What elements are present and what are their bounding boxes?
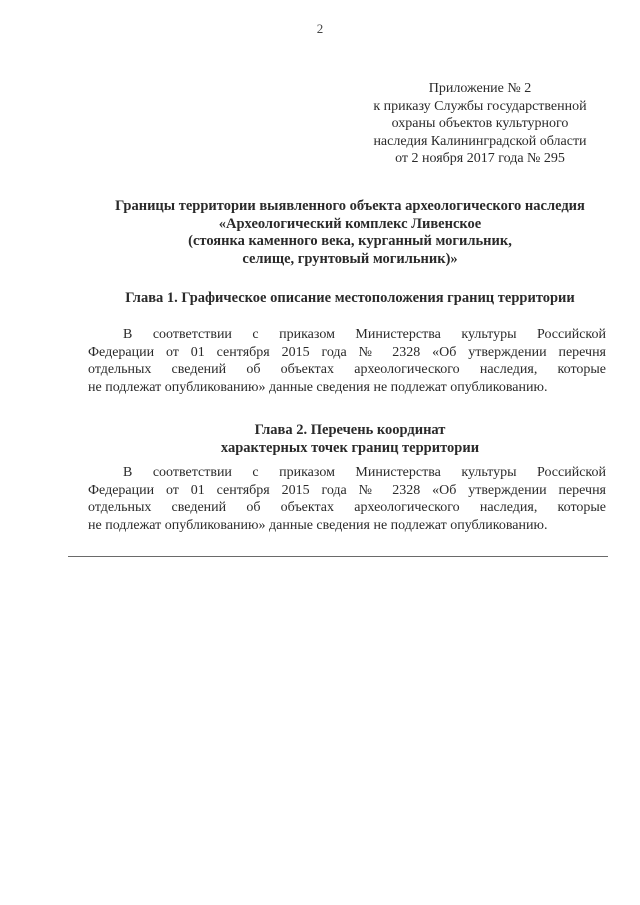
appendix-line: Приложение № 2 <box>428 81 532 96</box>
paragraph-line: В соответствии с приказом Министерства культуры Российской <box>123 327 606 342</box>
title-line: «Археологический комплекс Ливенское <box>218 215 482 232</box>
appendix-line: наследия Калининградской области <box>373 133 587 149</box>
paragraph-line: В соответствии с приказом Министерства культуры Российской <box>123 465 606 480</box>
appendix-line: охраны объектов культурного <box>391 116 569 131</box>
title-line: Границы территории выявленного объекта археологического наследия <box>115 198 585 214</box>
chapter2-heading-line: Глава 2. Перечень координат <box>254 422 446 438</box>
paragraph-line: отдельных сведений об объектах археологического наследия, которые <box>88 500 606 515</box>
paragraph-line: Федерации от 01 сентября 2015 года № 2328 «Об утверждении перечня <box>88 344 606 360</box>
paragraph-line: не подлежат опубликованию» данные сведения не подлежат опубликованию. <box>88 379 548 395</box>
title-line: селище, грунтовый могильник)» <box>242 250 458 267</box>
chapter2-heading-line: характерных точек границ территории <box>220 439 480 456</box>
paragraph-line: Федерации от 01 сентября 2015 года № 2328 «Об утверждении перечня <box>88 482 606 498</box>
page-number: 2 <box>316 21 324 36</box>
chapter1-paragraph <box>88 326 606 396</box>
chapter2-paragraph <box>88 464 606 534</box>
paragraph-line: отдельных сведений об объектах археологического наследия, которые <box>88 362 606 377</box>
horizontal-rule <box>68 556 608 557</box>
appendix-line: от 2 ноября 2017 года № 295 <box>395 151 565 166</box>
chapter1-heading-text: Глава 1. Графическое описание местоположения границ территории <box>125 290 575 306</box>
title-line: (стоянка каменного века, курганный могильник, <box>188 233 512 249</box>
paragraph-line: не подлежат опубликованию» данные сведения не подлежат опубликованию. <box>88 517 548 533</box>
chapter2-heading <box>60 422 640 457</box>
chapter1-heading <box>60 290 640 308</box>
document-title <box>60 198 640 268</box>
appendix-block <box>330 80 630 168</box>
appendix-line: к приказу Службы государственной <box>373 98 587 114</box>
